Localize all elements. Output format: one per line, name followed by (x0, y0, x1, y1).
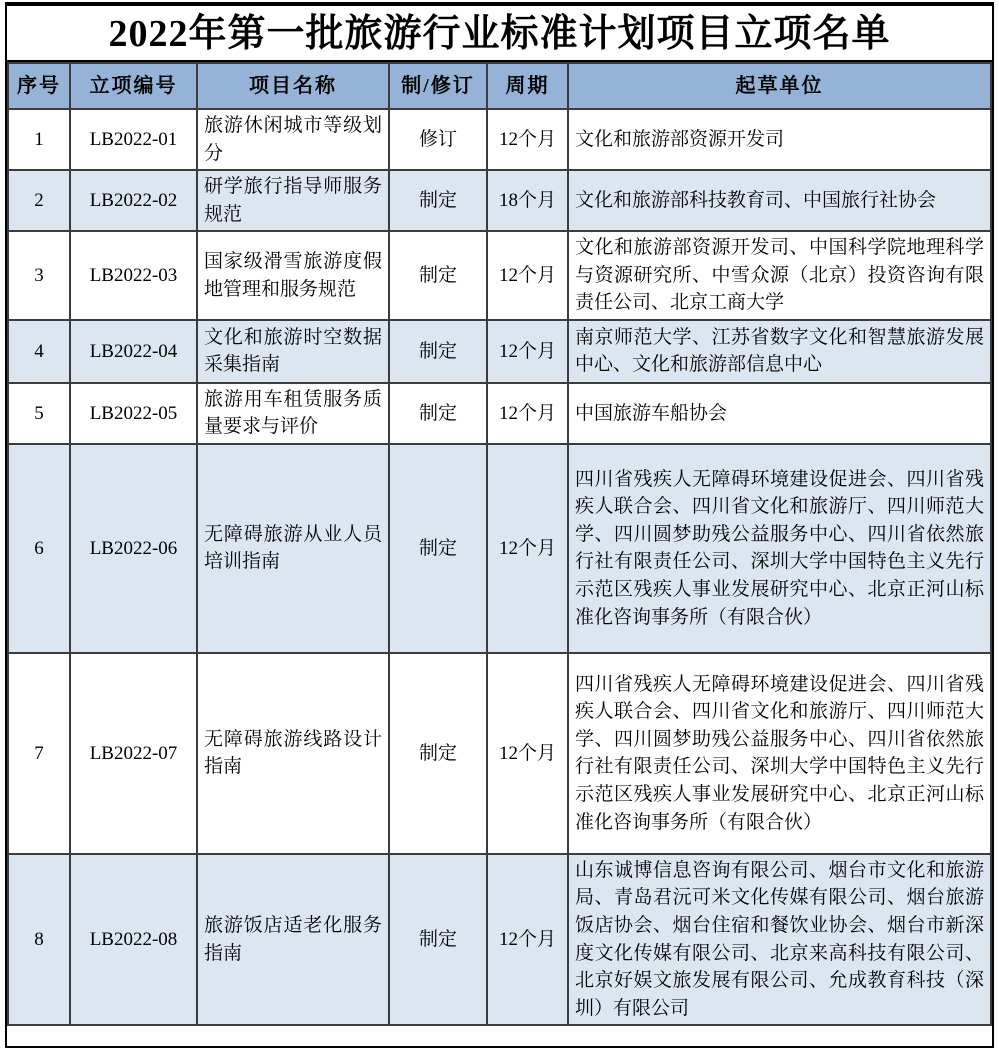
cell-name: 文化和旅游时空数据采集指南 (197, 320, 389, 383)
column-header-period: 周期 (487, 63, 568, 109)
cell-name: 旅游用车租赁服务质量要求与评价 (197, 383, 389, 444)
projects-table (7, 62, 992, 1026)
cell-drafters: 山东诚博信息咨询有限公司、烟台市文化和旅游局、青岛君沅可米文化传媒有限公司、烟台旅游饭店协会、烟台住宿和餐饮业协会、烟台市新深度文化传媒有限公司、北京来高科技有限公司、北京好娱文旅发展有限公司、允成教育科技（深圳）有限公司 (568, 854, 991, 1025)
table-row (8, 231, 991, 320)
cell-drafters: 南京师范大学、江苏省数字文化和智慧旅游发展中心、文化和旅游部信息中心 (568, 320, 991, 383)
table-row (8, 170, 991, 231)
cell-index: 4 (8, 320, 70, 383)
cell-index: 3 (8, 231, 70, 320)
cell-type: 制定 (389, 653, 487, 854)
cell-code: LB2022-02 (70, 170, 197, 231)
page-title: 2022年第一批旅游行业标准计划项目立项名单 (7, 6, 992, 62)
header-row (8, 63, 991, 109)
cell-name: 旅游饭店适老化服务指南 (197, 854, 389, 1025)
cell-drafters: 文化和旅游部科技教育司、中国旅行社协会 (568, 170, 991, 231)
cell-type: 制定 (389, 320, 487, 383)
cell-drafters: 中国旅游车船协会 (568, 383, 991, 444)
cell-name: 研学旅行指导师服务规范 (197, 170, 389, 231)
cell-period: 12个月 (487, 109, 568, 170)
table-row (8, 444, 991, 653)
cell-name: 旅游休闲城市等级划分 (197, 109, 389, 170)
cell-type: 制定 (389, 854, 487, 1025)
cell-period: 12个月 (487, 320, 568, 383)
cell-type: 制定 (389, 383, 487, 444)
cell-code: LB2022-05 (70, 383, 197, 444)
cell-type: 制定 (389, 444, 487, 653)
cell-type: 修订 (389, 109, 487, 170)
cell-drafters: 四川省残疾人无障碍环境建设促进会、四川省残疾人联合会、四川省文化和旅游厅、四川师范大学、四川圆梦助残公益服务中心、四川省依然旅行社有限责任公司、深圳大学中国特色主义先行示范区残疾人事业发展研究中心、北京正河山标准化咨询事务所（有限合伙） (568, 444, 991, 653)
cell-index: 2 (8, 170, 70, 231)
column-header-drafters: 起草单位 (568, 63, 991, 109)
cell-period: 12个月 (487, 444, 568, 653)
cell-drafters: 文化和旅游部资源开发司、中国科学院地理科学与资源研究所、中雪众源（北京）投资咨询有限责任公司、北京工商大学 (568, 231, 991, 320)
cell-code: LB2022-07 (70, 653, 197, 854)
cell-code: LB2022-06 (70, 444, 197, 653)
cell-index: 6 (8, 444, 70, 653)
cell-period: 12个月 (487, 383, 568, 444)
cell-code: LB2022-04 (70, 320, 197, 383)
cell-code: LB2022-03 (70, 231, 197, 320)
table-row (8, 653, 991, 854)
cell-index: 7 (8, 653, 70, 854)
table-row (8, 320, 991, 383)
cell-code: LB2022-01 (70, 109, 197, 170)
cell-index: 1 (8, 109, 70, 170)
cell-index: 5 (8, 383, 70, 444)
cell-drafters: 文化和旅游部资源开发司 (568, 109, 991, 170)
cell-code: LB2022-08 (70, 854, 197, 1025)
column-header-index: 序号 (8, 63, 70, 109)
cell-index: 8 (8, 854, 70, 1025)
table-body (8, 109, 991, 1025)
column-header-code: 立项编号 (70, 63, 197, 109)
cell-period: 12个月 (487, 231, 568, 320)
cell-type: 制定 (389, 170, 487, 231)
cell-period: 12个月 (487, 854, 568, 1025)
cell-name: 无障碍旅游线路设计指南 (197, 653, 389, 854)
column-header-name: 项目名称 (197, 63, 389, 109)
table-row (8, 383, 991, 444)
cell-drafters: 四川省残疾人无障碍环境建设促进会、四川省残疾人联合会、四川省文化和旅游厅、四川师范大学、四川圆梦助残公益服务中心、四川省依然旅行社有限责任公司、深圳大学中国特色主义先行示范区残疾人事业发展研究中心、北京正河山标准化咨询事务所（有限合伙） (568, 653, 991, 854)
table-row (8, 109, 991, 170)
table-row (8, 854, 991, 1025)
cell-name: 无障碍旅游从业人员培训指南 (197, 444, 389, 653)
cell-type: 制定 (389, 231, 487, 320)
column-header-type: 制/修订 (389, 63, 487, 109)
cell-period: 18个月 (487, 170, 568, 231)
standards-table-frame (5, 2, 994, 1048)
cell-period: 12个月 (487, 653, 568, 854)
cell-name: 国家级滑雪旅游度假地管理和服务规范 (197, 231, 389, 320)
